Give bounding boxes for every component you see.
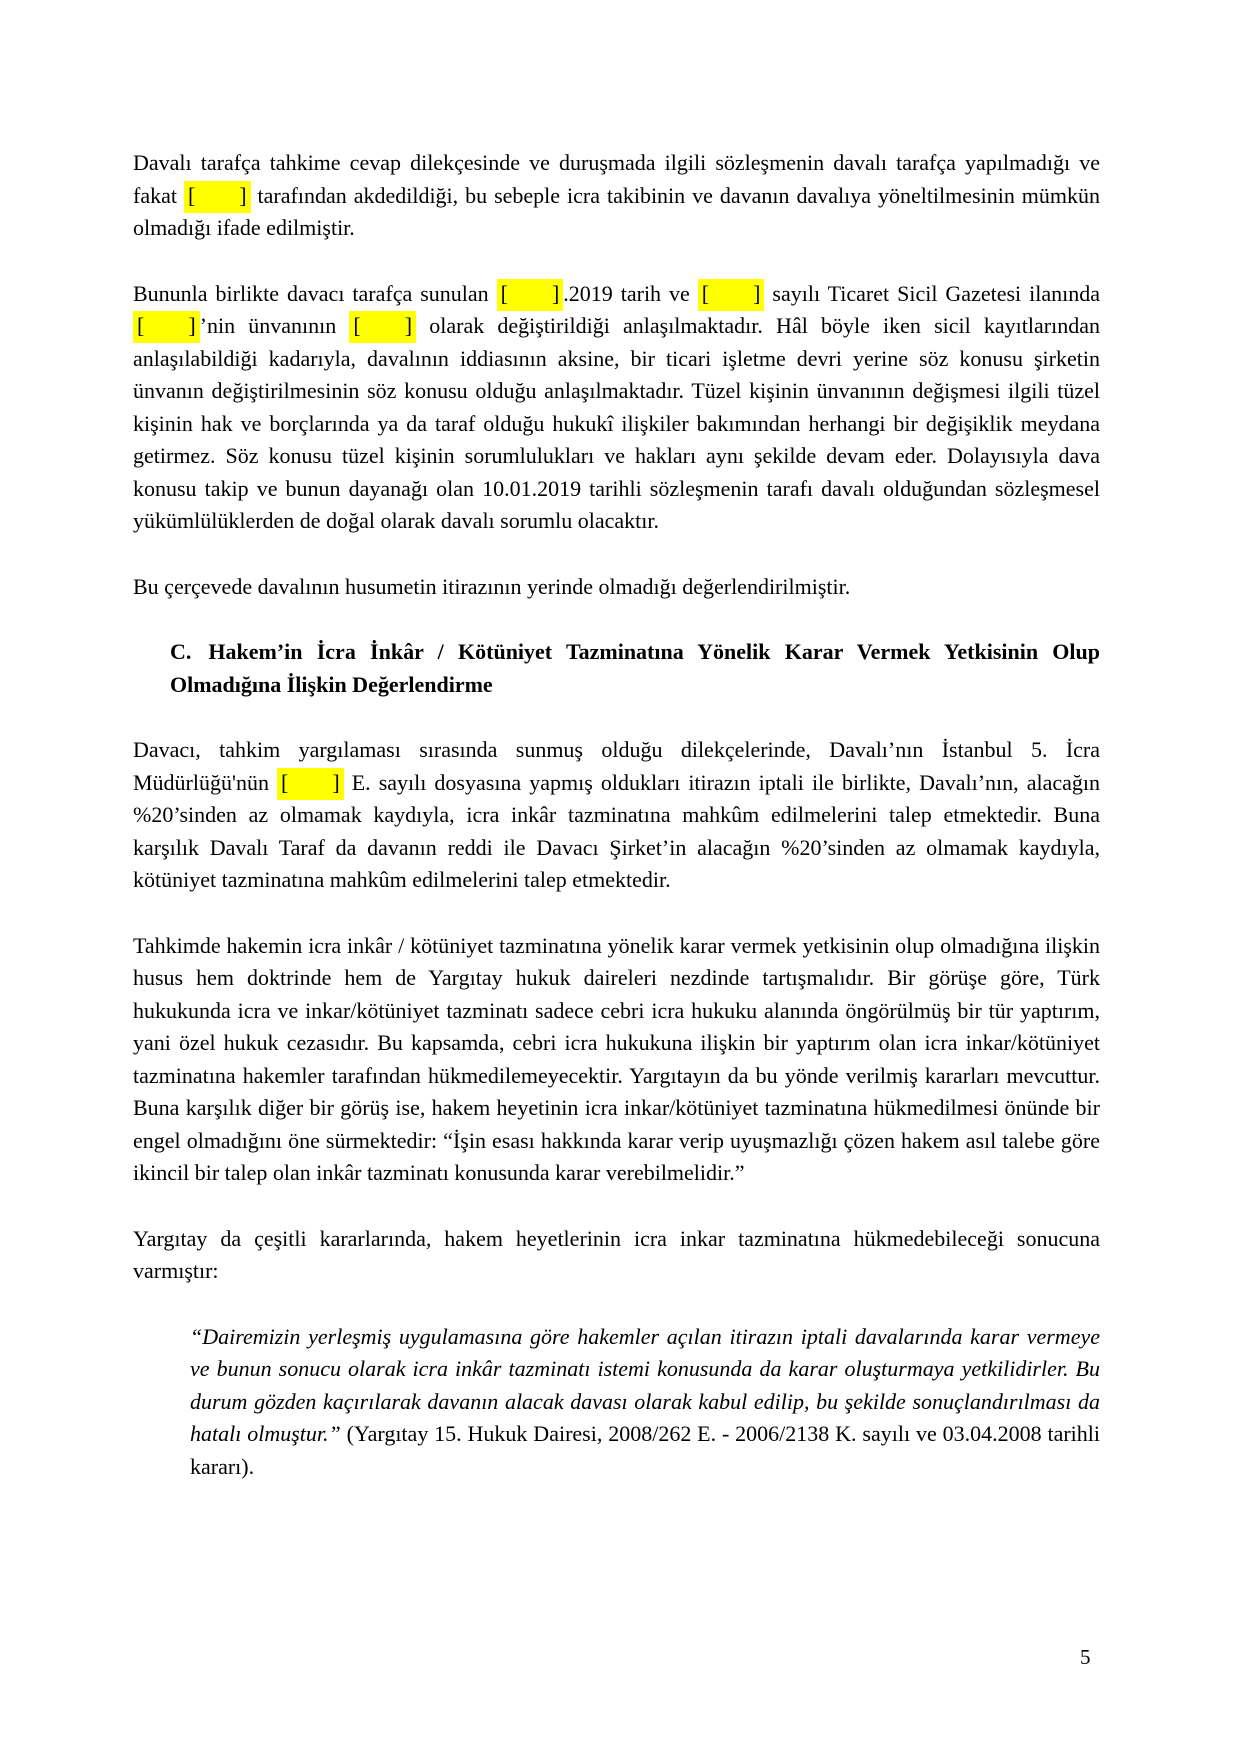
paragraph-doctrine-discussion <box>133 930 1100 1190</box>
section-heading-label: C. <box>170 639 192 664</box>
text-segment: Yargıtay da çeşitli kararlarında, hakem heyetlerinin icra inkar tazminatına hükmedebileceği sonucuna varmıştır: <box>133 1225 1100 1283</box>
paragraph-trade-registry-assessment <box>133 278 1100 538</box>
text-segment: “Dairemizin yerleşmiş uygulamasına göre hakemler açılan itirazın iptali davalarında karar vermeye ve bunun sonucu olarak icra inkâr tazminatı istemi konusunda da karar oluşturmaya yetkilidirler. Bu durum gözden kaçırılarak davanın alacak davası olarak kabul edilip, bu şekilde sonuçlandırılması da hatalı olmuştur.” <box>190 1323 1100 1446</box>
text-segment: Bununla birlikte davacı tarafça sunulan <box>133 280 497 306</box>
redaction-close-bracket: ] <box>753 280 761 306</box>
text-segment: .2019 tarih ve <box>563 280 698 306</box>
text-segment: Davacı, tahkim yargılaması sırasında sunmuş olduğu dilekçelerinde, Davalı’nın İstanbul 5. İcra Müdürlüğü'nün <box>133 737 1100 795</box>
redaction-open-bracket: [ <box>353 313 361 338</box>
redaction-open-bracket: [ <box>281 769 289 795</box>
redaction-close-bracket: ] <box>404 313 413 338</box>
block-quote-yargitay-decision <box>190 1321 1100 1484</box>
section-heading-title: Hakem’in İcra İnkâr / Kötüniyet Tazminatına Yönelik Karar Vermek Yetkisinin Olup Olmadığına İlişkin Değerlendirme <box>170 639 1100 697</box>
text-segment: ’nin ünvanının <box>199 313 350 338</box>
redaction-highlight <box>184 181 251 213</box>
redaction-highlight <box>277 768 344 800</box>
redaction-close-bracket: ] <box>332 769 340 795</box>
redaction-highlight <box>698 279 765 311</box>
text-segment: sayılı Ticaret Sicil Gazetesi ilanında <box>764 280 1100 306</box>
text-segment: olarak değiştirildiği anlaşılmaktadır. Hâl böyle iken sicil kayıtlarından anlaşılabildiği kadarıyla, davalının iddiasının aksine, bir ticari işletme devri yerine söz konusu şirketin ünvanın değiştirilmesinin söz konusu olduğu anlaşılmaktadır. Tüzel kişinin ünvanının değişmesi ilgili tüzel kişinin hak ve borçlarında ya da taraf olduğu hukukî ilişkiler bakımından herhangi bir değişiklik meydana getirmez. Söz konusu tüzel kişinin sorumlulukları ve hakları aynı şekilde devam eder. Dolayısıyla dava konusu takip ve bunun dayanağı olan 10.01.2019 tarihli sözleşmenin tarafı davalı olduğundan sözleşmesel yükümlülüklerden de doğal olarak davalı sorumlu olacaktır. <box>133 313 1100 533</box>
text-segment: Tahkimde hakemin icra inkâr / kötüniyet tazminatına yönelik karar vermek yetkisinin olup olmadığına ilişkin husus hem doktrinde hem de Yargıtay hukuk daireleri nezdinde tartışmalıdır. Bir görüşe göre, Türk hukukunda icra ve inkar/kötüniyet tazminatı sadece cebri icra hukuku alanında öngörülmüş bir tür yaptırım, yani özel hukuk cezasıdır. Bu kapsamda, cebri icra hukukuna ilişkin bir yaptırım olan icra inkar/kötüniyet tazminatına hakemler tarafından hükmedilemeyecektir. Yargıtayın da bu yönde verilmiş kararları mevcuttur. Buna karşılık diğer bir görüş ise, hakem heyetinin icra inkar/kötüniyet tazminatına hükmedilmesi önünde bir engel olmadığını öne sürmektedir: “İşin esası hakkında karar verip uyuşmazlığı çözen hakem asıl talebe göre ikincil bir talep olan inkâr tazminatı konusunda karar verebilmelidir.” <box>133 932 1100 1185</box>
paragraph-parties-claims <box>133 734 1100 897</box>
redaction-close-bracket: ] <box>188 313 196 338</box>
text-segment: (Yargıtay 15. Hukuk Dairesi, 2008/262 E. - 2006/2138 K. sayılı ve 03.04.2008 tarihli kararı). <box>190 1421 1100 1479</box>
document-body <box>133 147 1100 1483</box>
redaction-open-bracket: [ <box>701 280 710 306</box>
redaction-highlight <box>497 279 564 311</box>
redaction-open-bracket: [ <box>500 280 508 306</box>
text-segment: Bu çerçevede davalının husumetin itirazının yerinde olmadığı değerlendirilmiştir. <box>133 573 851 599</box>
redaction-highlight <box>349 311 416 343</box>
paragraph-yargitay-intro <box>133 1223 1100 1288</box>
redaction-close-bracket: ] <box>239 182 247 208</box>
page-number: 5 <box>1080 1645 1091 1669</box>
section-heading-c <box>170 636 1100 701</box>
text-segment: tarafından akdedildiği, bu sebeple icra takibinin ve davanın davalıya yöneltilmesinin mümkün olmadığı ifade edilmiştir. <box>133 182 1101 240</box>
paragraph-defendant-husumet-claim <box>133 147 1100 245</box>
text-segment: E. sayılı dosyasına yapmış oldukları itirazın iptali ile birlikte, Davalı’nın, alacağın %20’sinden az olmamak kaydıyla, icra inkâr tazminatına mahkûm edilmelerini talep etmektedir. Buna karşılık Davalı Taraf da davanın reddi ile Davacı Şirket’in alacağın %20’sinden az olmamak kaydıyla, kötüniyet tazminatına mahkûm edilmelerini talep etmektedir. <box>133 769 1100 892</box>
redaction-open-bracket: [ <box>137 313 145 338</box>
paragraph-husumet-conclusion <box>133 571 1100 604</box>
redaction-highlight <box>133 311 200 343</box>
text-segment: Davalı tarafça tahkime cevap dilekçesinde ve duruşmada ilgili sözleşmenin davalı tarafça yapılmadığı ve fakat <box>133 150 1100 208</box>
redaction-open-bracket: [ <box>187 182 196 208</box>
redaction-close-bracket: ] <box>551 280 560 306</box>
